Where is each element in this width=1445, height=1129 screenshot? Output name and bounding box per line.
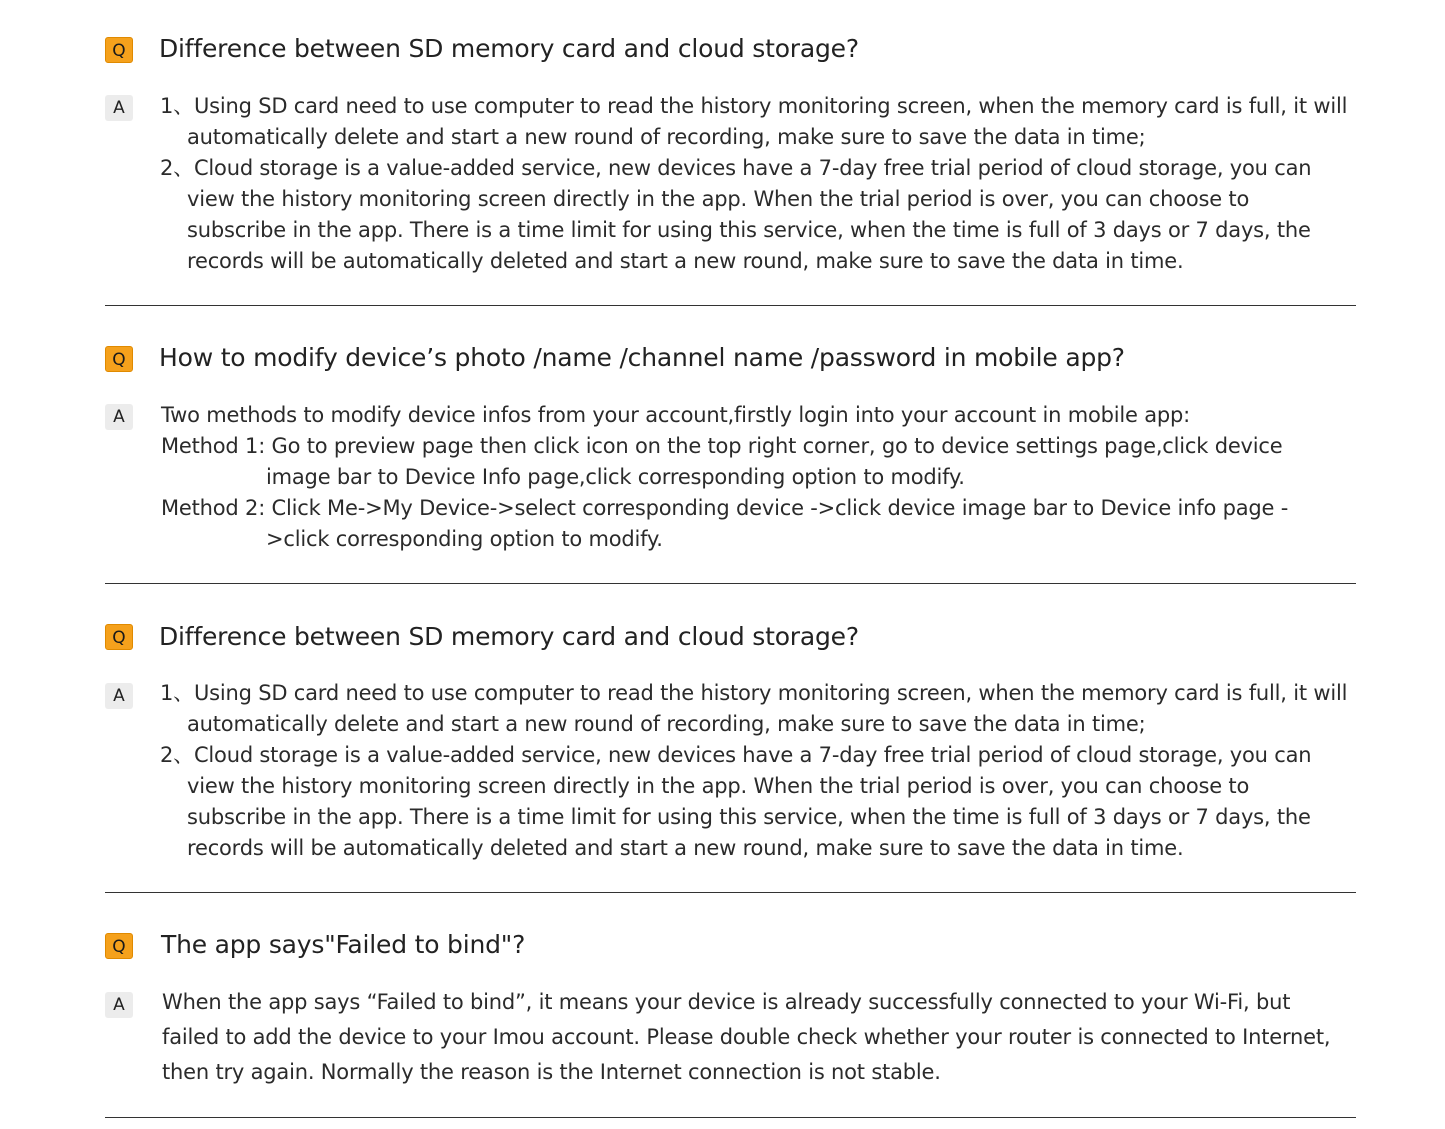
answer-body bbox=[160, 91, 1350, 277]
answer-item: 1、Using SD card need to use computer to read the history monitoring screen, when the memory card is full, it will automatically delete and start a new round of recording, make sure to save the data in time; bbox=[160, 681, 1348, 736]
question-badge: Q bbox=[105, 346, 133, 372]
divider bbox=[105, 1117, 1356, 1118]
divider bbox=[105, 583, 1356, 584]
answer-intro: Two methods to modify device infos from your account,firstly login into your account in mobile app: bbox=[161, 403, 1191, 427]
answer-body bbox=[160, 678, 1350, 864]
question-text: The app says"Failed to bind"? bbox=[161, 930, 526, 959]
answer-badge: A bbox=[105, 404, 133, 430]
answer-item: 1、Using SD card need to use computer to read the history monitoring screen, when the memory card is full, it will automatically delete and start a new round of recording, make sure to save the data in time; bbox=[160, 94, 1348, 149]
answer-item: Method 1: Go to preview page then click icon on the top right corner, go to device settings page,click device image bar to Device Info page,click corresponding option to modify. bbox=[161, 434, 1283, 489]
question-badge: Q bbox=[105, 933, 133, 959]
answer-body bbox=[161, 400, 1351, 555]
question-text: Difference between SD memory card and cloud storage? bbox=[159, 622, 859, 651]
answer-item: 2、Cloud storage is a value-added service, new devices have a 7-day free trial period of cloud storage, you can view the history monitoring screen directly in the app. When the trial period is over, you can choose to subscribe in the app. There is a time limit for using this service, when the time is full of 3 days or 7 days, the records will be automatically deleted and start a new round, make sure to save the data in time. bbox=[160, 743, 1312, 860]
answer-item: Method 2: Click Me->My Device->select corresponding device ->click device image bar to Device info page ->click corresponding option to modify. bbox=[161, 496, 1289, 551]
answer-badge: A bbox=[105, 95, 133, 121]
divider bbox=[105, 892, 1356, 893]
divider bbox=[105, 305, 1356, 306]
answer-badge: A bbox=[105, 992, 133, 1018]
answer-item: 2、Cloud storage is a value-added service, new devices have a 7-day free trial period of cloud storage, you can view the history monitoring screen directly in the app. When the trial period is over, you can choose to subscribe in the app. There is a time limit for using this service, when the time is full of 3 days or 7 days, the records will be automatically deleted and start a new round, make sure to save the data in time. bbox=[160, 156, 1312, 273]
question-text: How to modify device’s photo /name /channel name /password in mobile app? bbox=[159, 343, 1125, 372]
answer-badge: A bbox=[105, 683, 133, 709]
question-text: Difference between SD memory card and cloud storage? bbox=[159, 34, 859, 63]
answer-body bbox=[162, 985, 1352, 1090]
answer-text: When the app says “Failed to bind”, it means your device is already successfully connected to your Wi-Fi, but failed to add the device to your Imou account. Please double check whether your router is connected to Internet, then try again. Normally the reason is the Internet connection is not stable. bbox=[162, 990, 1331, 1084]
question-badge: Q bbox=[105, 37, 133, 63]
question-badge: Q bbox=[105, 624, 133, 650]
